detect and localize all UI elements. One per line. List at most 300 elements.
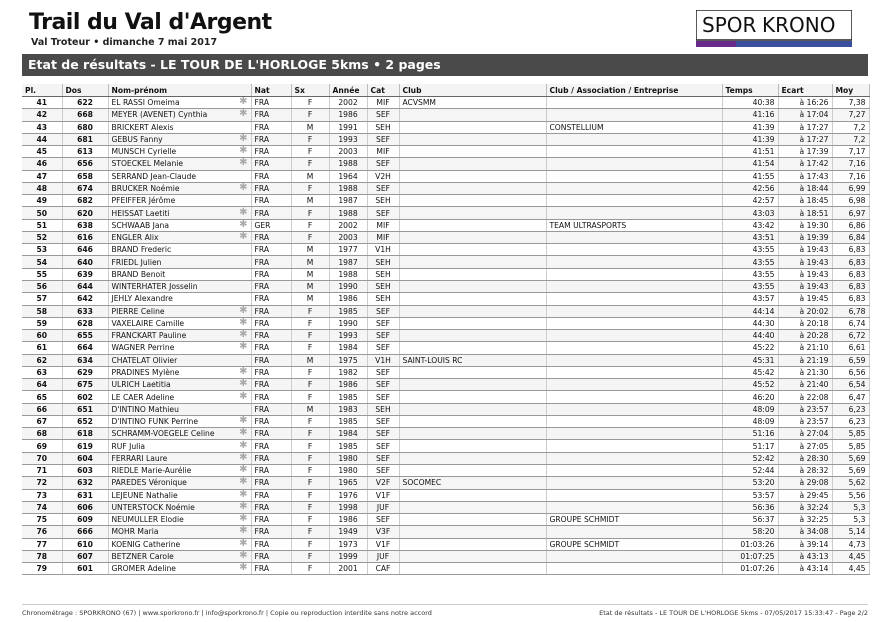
cell-year <box>329 268 367 280</box>
cell-pl <box>22 195 62 207</box>
cell-pl <box>22 182 62 194</box>
cell-cat-text: SEF <box>376 183 390 193</box>
cell-year <box>329 97 367 109</box>
cell-year <box>329 514 367 526</box>
cell-nat-text: FRA <box>254 134 270 144</box>
cell-name-text: BRICKERT Alexis <box>111 122 174 132</box>
cell-sex-text: F <box>307 441 313 451</box>
cell-cat-text: V1H <box>375 245 391 255</box>
cell-cat <box>367 195 399 207</box>
cell-gap-text: à 27:05 <box>799 441 829 451</box>
cell-cat <box>367 477 399 489</box>
cell-dos-text: 666 <box>77 527 93 537</box>
cell-gap <box>778 256 832 268</box>
cell-nat-text: FRA <box>254 417 270 427</box>
female-marker-icon: ✱ <box>239 427 248 439</box>
cell-cat <box>367 563 399 575</box>
cell-time-text: 52:42 <box>752 453 775 463</box>
cell-sex-text: F <box>307 183 313 193</box>
cell-dos <box>62 97 108 109</box>
cell-nat <box>251 158 291 170</box>
cell-time <box>722 97 778 109</box>
cell-club <box>399 158 546 170</box>
cell-dos <box>62 170 108 182</box>
cell-year <box>329 305 367 317</box>
cell-sex <box>291 330 329 342</box>
cell-gap <box>778 280 832 292</box>
cell-speed <box>832 207 869 219</box>
cell-time <box>722 415 778 427</box>
cell-name-text: HEISSAT Laetiti <box>111 208 170 218</box>
cell-cat <box>367 170 399 182</box>
female-marker-icon: ✱ <box>239 525 248 537</box>
table-row <box>22 379 869 391</box>
cell-pl-text: 54 <box>36 257 48 267</box>
cell-pl-text: 60 <box>36 331 48 341</box>
cell-dos <box>62 526 108 538</box>
cell-name <box>108 121 251 133</box>
cell-pl <box>22 366 62 378</box>
cell-cat <box>367 207 399 219</box>
cell-time-text: 01:07:26 <box>740 564 775 574</box>
cell-gap <box>778 379 832 391</box>
cell-club <box>399 477 546 489</box>
cell-sex <box>291 182 329 194</box>
cell-sex-text: F <box>307 490 313 500</box>
cell-speed-text: 6,83 <box>848 294 866 304</box>
cell-speed-text: 6,23 <box>848 404 866 414</box>
cell-cat-text: V1F <box>375 490 391 500</box>
female-marker-icon: ✱ <box>239 157 248 169</box>
cell-cat-text: V1F <box>375 539 391 549</box>
cell-year <box>329 379 367 391</box>
table-row <box>22 280 869 292</box>
cell-sex <box>291 477 329 489</box>
cell-dos-text: 631 <box>77 490 93 500</box>
cell-dos-text: 633 <box>77 306 93 316</box>
cell-name-text: FRANCKART Pauline <box>111 331 187 341</box>
cell-time <box>722 342 778 354</box>
sporkrono-logo <box>696 10 852 48</box>
cell-nat-text: FRA <box>254 551 270 561</box>
cell-speed-text: 7,16 <box>848 171 866 181</box>
cell-name <box>108 109 251 121</box>
cell-sex-text: F <box>307 392 313 402</box>
cell-dos-text: 664 <box>77 343 93 353</box>
cell-club <box>399 526 546 538</box>
cell-dos-text: 601 <box>77 564 93 574</box>
cell-year-text: 1998 <box>338 502 358 512</box>
cell-pl <box>22 501 62 513</box>
cell-name-text: PIERRE Celine <box>111 306 165 316</box>
cell-sex <box>291 195 329 207</box>
cell-nat-text: FRA <box>254 331 270 341</box>
cell-nat-text: FRA <box>254 527 270 537</box>
cell-cat-text: JUF <box>376 502 390 512</box>
cell-pl <box>22 538 62 550</box>
cell-sex-text: F <box>307 417 313 427</box>
cell-gap-text: à 19:43 <box>799 257 829 267</box>
cell-speed-text: 6,59 <box>848 355 866 365</box>
cell-speed <box>832 464 869 476</box>
cell-sex <box>291 563 329 575</box>
cell-gap-text: à 34:08 <box>799 527 829 537</box>
cell-year <box>329 403 367 415</box>
cell-speed-text: 6,83 <box>848 257 866 267</box>
cell-name <box>108 440 251 452</box>
female-marker-icon: ✱ <box>239 562 248 574</box>
cell-cat <box>367 231 399 243</box>
cell-name <box>108 97 251 109</box>
col-header-annee: Année <box>329 84 367 97</box>
cell-time <box>722 526 778 538</box>
cell-gap <box>778 146 832 158</box>
cell-pl-text: 70 <box>36 453 48 463</box>
cell-cat-text: SEF <box>376 159 390 169</box>
cell-club <box>399 256 546 268</box>
cell-gap-text: à 19:43 <box>799 269 829 279</box>
cell-time-text: 43:55 <box>752 269 775 279</box>
cell-name <box>108 342 251 354</box>
cell-cat <box>367 158 399 170</box>
table-row <box>22 563 869 575</box>
cell-sex <box>291 514 329 526</box>
results-table <box>22 84 870 575</box>
cell-club <box>399 550 546 562</box>
cell-name-text: MEYER (AVENET) Cynthia <box>111 110 208 120</box>
cell-dos <box>62 342 108 354</box>
cell-dos <box>62 133 108 145</box>
cell-gap-text: à 20:02 <box>799 306 829 316</box>
cell-pl-text: 65 <box>36 392 48 402</box>
cell-name-text: WAGNER Perrine <box>111 343 175 353</box>
cell-association-text: GROUPE SCHMIDT <box>549 539 620 549</box>
female-marker-icon: ✱ <box>239 415 248 427</box>
cell-gap-text: à 21:40 <box>799 380 829 390</box>
cell-club <box>399 146 546 158</box>
cell-nat <box>251 379 291 391</box>
cell-cat-text: MIF <box>376 147 390 157</box>
cell-gap <box>778 195 832 207</box>
cell-dos-text: 603 <box>77 466 93 476</box>
cell-cat <box>367 305 399 317</box>
cell-time <box>722 379 778 391</box>
cell-time-text: 51:17 <box>752 441 775 451</box>
cell-name-text: VAXELAIRE Camille <box>111 318 185 328</box>
cell-dos <box>62 379 108 391</box>
cell-association <box>546 219 722 231</box>
cell-pl-text: 74 <box>36 502 48 512</box>
cell-nat <box>251 109 291 121</box>
cell-year <box>329 133 367 145</box>
cell-sex-text: M <box>306 171 314 181</box>
cell-speed-text: 6,72 <box>848 331 866 341</box>
cell-speed <box>832 391 869 403</box>
cell-dos-text: 682 <box>77 196 93 206</box>
cell-gap-text: à 17:43 <box>799 171 829 181</box>
cell-cat <box>367 280 399 292</box>
cell-name-text: SCHRAMM-VOEGELE Celine <box>111 429 215 439</box>
cell-time <box>722 391 778 403</box>
cell-cat-text: SEH <box>375 269 391 279</box>
cell-nat-text: FRA <box>254 380 270 390</box>
cell-gap <box>778 182 832 194</box>
cell-sex-text: F <box>307 318 313 328</box>
female-marker-icon: ✱ <box>239 439 248 451</box>
cell-dos <box>62 415 108 427</box>
cell-year <box>329 391 367 403</box>
cell-cat-text: SEH <box>375 257 391 267</box>
cell-time-text: 41:16 <box>752 110 775 120</box>
cell-cat-text: MIF <box>376 220 390 230</box>
cell-year <box>329 563 367 575</box>
cell-time-text: 43:55 <box>752 257 775 267</box>
table-row <box>22 219 869 231</box>
cell-nat-text: FRA <box>254 257 270 267</box>
cell-gap-text: à 17:42 <box>799 159 829 169</box>
page-title: Trail du Val d'Argent <box>29 10 272 35</box>
cell-sex <box>291 538 329 550</box>
cell-nat <box>251 428 291 440</box>
female-marker-icon: ✱ <box>239 378 248 390</box>
cell-gap-text: à 19:30 <box>799 220 829 230</box>
cell-name <box>108 231 251 243</box>
cell-nat-text: FRA <box>254 441 270 451</box>
cell-name-text: FERRARI Laure <box>111 453 168 463</box>
footer-page-info: Etat de résultats - LE TOUR DE L'HORLOGE 5kms - 07/05/2017 15:33:47 - Page 2/2 <box>599 609 868 617</box>
cell-gap <box>778 342 832 354</box>
cell-speed-text: 6,23 <box>848 417 866 427</box>
cell-sex-text: F <box>307 466 313 476</box>
cell-nat-text: FRA <box>254 478 270 488</box>
cell-cat-text: SEF <box>376 318 390 328</box>
cell-name <box>108 477 251 489</box>
cell-time-text: 41:55 <box>752 171 775 181</box>
cell-cat <box>367 354 399 366</box>
cell-cat <box>367 133 399 145</box>
cell-gap-text: à 17:04 <box>799 110 829 120</box>
cell-gap-text: à 28:32 <box>799 466 829 476</box>
cell-cat <box>367 244 399 256</box>
cell-cat-text: SEH <box>375 122 391 132</box>
cell-cat <box>367 256 399 268</box>
cell-cat-text: SEH <box>375 294 391 304</box>
cell-cat <box>367 97 399 109</box>
cell-year-text: 1993 <box>338 134 358 144</box>
cell-cat-text: SEF <box>376 441 390 451</box>
footer-credits: Chronométrage : SPORKRONO (67) | www.sporkrono.fr | info@sporkrono.fr | Copie ou reproduction interdite sans notre accord <box>22 609 432 617</box>
cell-name <box>108 244 251 256</box>
cell-pl-text: 66 <box>36 404 48 414</box>
cell-name-text: UNTERSTOCK Noémie <box>111 502 195 512</box>
cell-pl-text: 76 <box>36 527 48 537</box>
cell-sex-text: F <box>307 331 313 341</box>
cell-time-text: 45:42 <box>752 367 775 377</box>
cell-year-text: 2002 <box>338 98 358 108</box>
cell-pl-text: 69 <box>36 441 48 451</box>
table-row <box>22 256 869 268</box>
cell-pl <box>22 268 62 280</box>
cell-dos <box>62 109 108 121</box>
cell-nat <box>251 207 291 219</box>
cell-cat-text: V2F <box>375 478 391 488</box>
cell-name-text: PRADINES Mylène <box>111 367 180 377</box>
cell-speed <box>832 133 869 145</box>
cell-speed <box>832 415 869 427</box>
cell-club <box>399 403 546 415</box>
cell-name-text: GROMER Adeline <box>111 564 176 574</box>
cell-speed-text: 7,2 <box>853 122 866 132</box>
cell-pl <box>22 305 62 317</box>
cell-sex <box>291 109 329 121</box>
cell-gap-text: à 20:28 <box>799 331 829 341</box>
cell-time-text: 51:16 <box>752 429 775 439</box>
cell-time-text: 44:40 <box>752 331 775 341</box>
cell-cat <box>367 317 399 329</box>
cell-dos-text: 640 <box>77 257 93 267</box>
cell-dos-text: 655 <box>77 331 93 341</box>
cell-dos-text: 628 <box>77 318 93 328</box>
cell-association <box>546 501 722 513</box>
cell-nat <box>251 550 291 562</box>
cell-cat <box>367 109 399 121</box>
cell-time-text: 43:42 <box>752 220 775 230</box>
cell-speed <box>832 501 869 513</box>
cell-name <box>108 146 251 158</box>
cell-pl <box>22 244 62 256</box>
cell-pl <box>22 477 62 489</box>
cell-time <box>722 354 778 366</box>
cell-year <box>329 158 367 170</box>
cell-nat-text: FRA <box>254 269 270 279</box>
cell-cat-text: CAF <box>375 564 391 574</box>
cell-cat <box>367 403 399 415</box>
female-marker-icon: ✱ <box>239 182 248 193</box>
cell-pl-text: 73 <box>36 490 48 500</box>
cell-sex <box>291 452 329 464</box>
cell-association <box>546 244 722 256</box>
cell-gap-text: à 29:08 <box>799 478 829 488</box>
cell-club <box>399 501 546 513</box>
cell-pl <box>22 97 62 109</box>
cell-club <box>399 415 546 427</box>
cell-club-text: SOCOMEC <box>402 478 442 488</box>
cell-sex-text: M <box>306 196 314 206</box>
cell-time-text: 41:54 <box>752 159 775 169</box>
cell-cat-text: SEF <box>376 306 390 316</box>
cell-year <box>329 489 367 501</box>
cell-gap-text: à 23:57 <box>799 417 829 427</box>
table-row <box>22 133 869 145</box>
cell-time-text: 41:51 <box>752 147 775 157</box>
cell-sex-text: F <box>307 343 313 353</box>
cell-speed-text: 5,14 <box>848 527 866 537</box>
cell-gap-text: à 28:30 <box>799 453 829 463</box>
cell-association <box>546 133 722 145</box>
cell-gap <box>778 305 832 317</box>
cell-gap <box>778 440 832 452</box>
cell-club <box>399 391 546 403</box>
cell-association <box>546 195 722 207</box>
cell-sex <box>291 415 329 427</box>
cell-time-text: 48:09 <box>752 417 775 427</box>
cell-year <box>329 550 367 562</box>
female-marker-icon: ✱ <box>239 219 248 230</box>
cell-year-text: 1984 <box>338 429 358 439</box>
cell-nat <box>251 563 291 575</box>
cell-gap-text: à 22:08 <box>799 392 829 402</box>
cell-nat <box>251 538 291 550</box>
female-marker-icon: ✱ <box>239 366 248 377</box>
cell-association <box>546 550 722 562</box>
cell-dos-text: 680 <box>77 122 93 132</box>
cell-gap <box>778 526 832 538</box>
cell-cat-text: SEF <box>376 134 390 144</box>
cell-dos-text: 629 <box>77 367 93 377</box>
cell-nat-text: FRA <box>254 502 270 512</box>
cell-dos-text: 602 <box>77 392 93 402</box>
cell-speed <box>832 526 869 538</box>
cell-sex <box>291 244 329 256</box>
cell-sex <box>291 293 329 305</box>
cell-dos-text: 610 <box>77 539 93 549</box>
cell-nat <box>251 342 291 354</box>
cell-speed <box>832 268 869 280</box>
cell-gap-text: à 43:13 <box>799 551 829 561</box>
cell-name-text: RUF Julia <box>111 441 146 451</box>
cell-pl-text: 51 <box>36 220 48 230</box>
cell-dos-text: 656 <box>77 159 93 169</box>
cell-speed-text: 6,84 <box>848 233 866 243</box>
cell-association <box>546 158 722 170</box>
cell-sex-text: F <box>307 564 313 574</box>
cell-speed <box>832 293 869 305</box>
cell-cat-text: SEF <box>376 110 390 120</box>
cell-pl-text: 45 <box>36 147 48 157</box>
col-header-pl: Pl. <box>22 84 62 97</box>
cell-name <box>108 207 251 219</box>
cell-nat <box>251 415 291 427</box>
cell-name <box>108 293 251 305</box>
female-marker-icon: ✱ <box>239 476 248 488</box>
cell-pl-text: 56 <box>36 282 48 292</box>
cell-nat <box>251 268 291 280</box>
female-marker-icon: ✱ <box>239 231 248 243</box>
cell-dos <box>62 317 108 329</box>
cell-year <box>329 182 367 194</box>
cell-dos <box>62 501 108 513</box>
female-marker-icon: ✱ <box>239 305 248 316</box>
cell-year-text: 1977 <box>338 245 358 255</box>
cell-year-text: 1973 <box>338 539 358 549</box>
cell-name-text: MOHR Maria <box>111 527 159 537</box>
cell-time <box>722 477 778 489</box>
col-header-dos: Dos <box>62 84 108 97</box>
cell-association <box>546 109 722 121</box>
cell-dos-text: 642 <box>77 294 93 304</box>
cell-sex <box>291 268 329 280</box>
cell-sex <box>291 440 329 452</box>
cell-time <box>722 514 778 526</box>
cell-nat-text: FRA <box>254 515 270 525</box>
cell-sex <box>291 158 329 170</box>
cell-dos-text: 674 <box>77 183 93 193</box>
cell-cat <box>367 428 399 440</box>
cell-time <box>722 133 778 145</box>
col-header-moy: Moy <box>832 84 869 97</box>
cell-pl-text: 64 <box>36 380 48 390</box>
table-row <box>22 121 869 133</box>
